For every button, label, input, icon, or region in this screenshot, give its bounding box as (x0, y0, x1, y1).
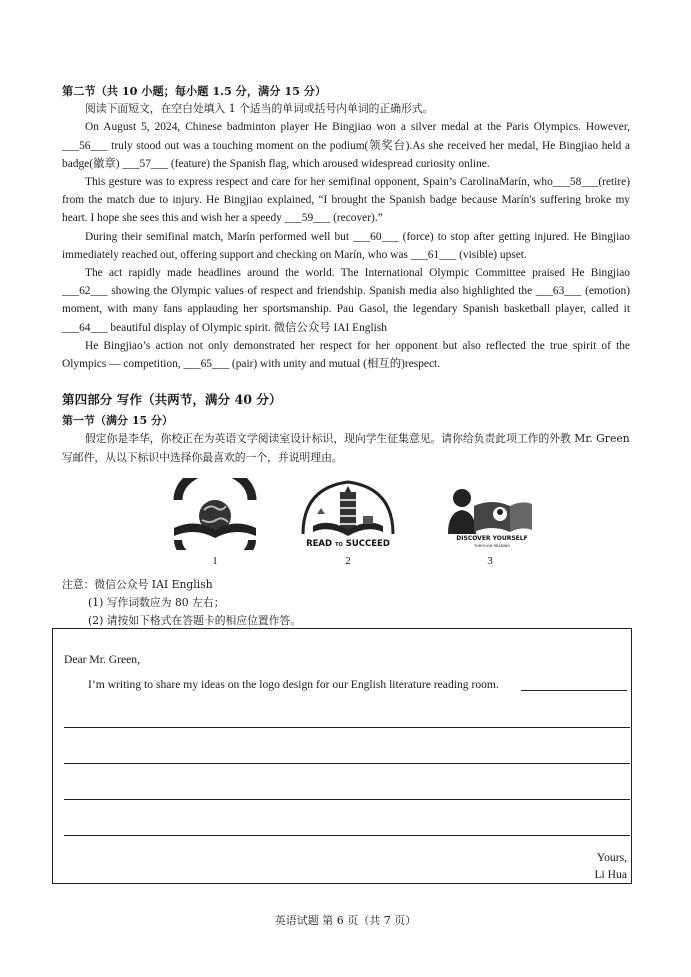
page-footer: 英语试题 第 6 页（共 7 页） (274, 914, 417, 927)
writing-line (64, 727, 630, 728)
logo2-bottom-text (306, 539, 390, 549)
writing-task (62, 430, 630, 467)
globe-book-icon (160, 478, 270, 550)
section3-title: 第二节（共 10 小题；每小题 1.5 分，满分 15 分） (62, 84, 327, 98)
logo3-sub-text: THROUGH READING (473, 544, 511, 548)
passage-paragraph-2: This gesture was to express respect and care for her semifinal opponent, Spain’s CarolinaMarín, who___58___(retire) from the match due to injury. He Bingjiao explained, “I brought the Spanish badge because Marín's suffering broke my heart. I hope she sees this and wish her a speedy ___59___ (recover).” (62, 176, 630, 225)
logo2-bottom-left: READ (306, 539, 333, 549)
section3-block (62, 82, 630, 373)
writing-task-text: 假定你是李华，你校正在为英语文学阅读室设计标识，现向学生征集意见。请你给负责此项工作的外教 Mr. Green 写邮件，从以下标识中选择你最喜欢的一个，并说明理由。 (62, 432, 630, 464)
letter-signature: Li Hua (594, 868, 627, 881)
logo2-bottom-right: SUCCEED (345, 539, 390, 549)
writing-line (521, 690, 627, 691)
logo-options (160, 478, 560, 568)
answer-box (52, 628, 632, 884)
section3-instruction: 阅读下面短文，在空白处填入 1 个适当的单词或括号内单词的正确形式。 (85, 102, 434, 116)
logo1-bottom-text: OPEN A WORLD (188, 542, 242, 549)
writing-line (64, 763, 630, 764)
passage-paragraph-1: On August 5, 2024, Chinese badminton player He Bingjiao won a silver medal at the Paris Olympics. However, ___56___ truly stood out was a touching moment on the podium(领奖台).As she received her medal, He Bingjiao held a badge(徽章) ___57___ (feature) the Spanish flag, which aroused widespread curiosity online. (62, 121, 630, 170)
letter-opening: I’m writing to share my ideas on the logo design for our English literature reading room. (88, 678, 499, 691)
passage-paragraph-3: During their semifinal match, Marín performed well but ___60___ (force) to stop after getting injured. He Bingjiao immediately reached out, offering support and checking on Marín, who was ___61___ (visible) upset. (62, 230, 630, 261)
note-item-2: (2) 请按如下格式在答题卡的相应位置作答。 (88, 614, 302, 627)
writing-line (64, 799, 630, 800)
note-item-1: (1) 写作词数应为 80 左右； (88, 596, 225, 609)
writing-notes (62, 576, 630, 630)
writing-line (64, 835, 630, 836)
passage-paragraph-4: The act rapidly made headlines around the world. The International Olympic Committee praised He Bingjiao ___62___ showing the Olympic values of respect and friendship. Spanish media also highlighted the ___63___ (emotion) moment, with many fans applauding her sportsmanship. Pau Gasol, the legendary Spanish basketball player, called it ___64___ beautiful display of Olympic spirit. 微信公众号 IAI English (62, 267, 630, 334)
letter-closing: Yours, (596, 851, 627, 864)
logo3-number: 3 (487, 555, 493, 567)
logo2-number: 2 (345, 555, 351, 567)
part4-title: 第四部分 写作（共两节，满分 40 分） (62, 392, 282, 407)
logo1-number: 1 (212, 555, 218, 567)
part4-section1-title: 第一节（满分 15 分） (62, 414, 173, 427)
book-ladder-icon (293, 478, 403, 550)
passage-paragraph-5: He Bingjiao’s action not only demonstrated her respect for her opponent but also reflected the true spirit of the Olympics — competition, ___65___ (pair) with unity and mutual (相互的)respect. (62, 339, 630, 371)
logo1-top-text: OPEN A BOOK (187, 491, 243, 499)
reader-book-icon (430, 478, 540, 550)
letter-greeting: Dear Mr. Green, (64, 653, 140, 666)
logo3-bottom-text: DISCOVER YOURSELF (456, 535, 528, 542)
logo2-bottom-mid: TO (335, 542, 343, 548)
notes-title: 注意：微信公众号 IAI English (62, 578, 213, 591)
